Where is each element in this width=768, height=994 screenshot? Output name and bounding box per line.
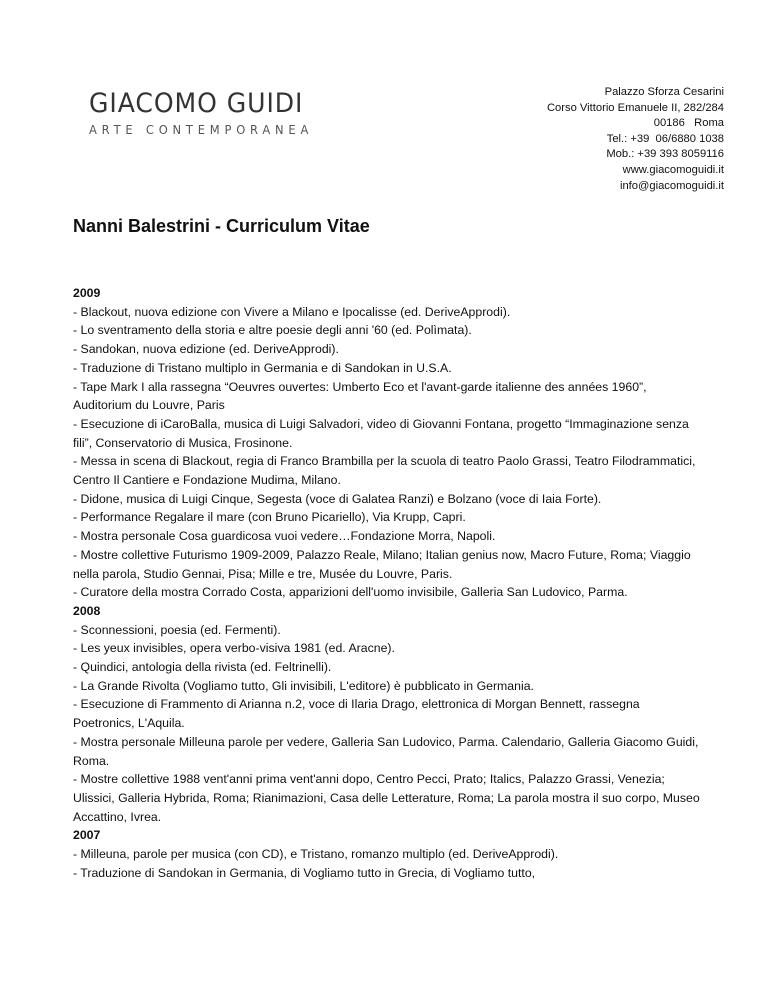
year-heading-2009: 2009 <box>73 286 101 300</box>
address-line: 00186 Roma <box>653 117 724 130</box>
cv-entry: - La Grande Rivolta (Vogliamo tutto, Gli invisibili, L'editore) è pubblicato in Germania. <box>73 678 534 693</box>
cv-entry: - Mostra personale Milleuna parole per vedere, Galleria San Ludovico, Parma. Calendario, Galleria Giacomo Guidi, Roma. <box>73 734 699 768</box>
year-heading-2008: 2008 <box>73 603 101 618</box>
phone-line: Tel.: +39 06/6880 1038 <box>606 132 724 145</box>
cv-entry: - Didone, musica di Luigi Cinque, Segesta (voce di Galatea Ranzi) e Bolzano (voce di Iaia Forte). <box>73 491 602 506</box>
cv-entry: - Curatore della mostra Corrado Costa, apparizioni dell'uomo invisibile, Galleria San Ludovico, Parma. <box>73 585 628 600</box>
cv-entry: - Traduzione di Sandokan in Germania, di Vogliamo tutto in Grecia, di Vogliamo tutto, <box>73 865 536 880</box>
address-block <box>547 85 724 194</box>
website-line: www.giacomoguidi.it <box>622 163 724 176</box>
cv-entry: - Mostre collettive 1988 vent'anni prima vent'anni dopo, Centro Pecci, Prato; Italics, Palazzo Grassi, Venezia; Ulissici, Galleria Hybrida, Roma; Rianimazioni, Casa delle Letterature, Roma; La parola mostra il suo corpo, Museo Accattino, Ivrea. <box>73 772 700 824</box>
address-line: Corso Vittorio Emanuele II, 282/284 <box>546 101 724 114</box>
address-line: Palazzo Sforza Cesarini <box>604 86 724 98</box>
cv-entry: - Performance Regalare il mare (con Bruno Picariello), Via Krupp, Capri. <box>73 510 466 525</box>
cv-entry: - Esecuzione di iCaroBalla, musica di Luigi Salvadori, video di Giovanni Fontana, progetto “Immaginazione senza fili”, Conservatorio di Musica, Frosinone. <box>73 416 689 450</box>
logo-name: GIACOMO GUIDI <box>89 88 304 119</box>
email-line: info@giacomoguidi.it <box>619 179 724 192</box>
mobile-line: Mob.: +39 393 8059116 <box>606 148 724 161</box>
cv-entry: - Milleuna, parole per musica (con CD), e Tristano, romanzo multiplo (ed. DeriveApprodi). <box>73 847 559 862</box>
cv-entry: - Quindici, antologia della rivista (ed. Feltrinelli). <box>73 660 332 675</box>
gallery-logo <box>89 90 333 137</box>
document-title: Nanni Balestrini - Curriculum Vitae <box>73 216 370 236</box>
cv-content <box>73 284 701 883</box>
cv-entry: - Tape Mark I alla rassegna “Oeuvres ouvertes: Umberto Eco et l'avant-garde italienne des années 1960”, Auditorium du Louvre, Paris <box>73 379 647 413</box>
cv-entry: - Blackout, nuova edizione con Vivere a Milano e Ipocalisse (ed. DeriveApprodi). <box>73 304 511 319</box>
cv-entry: - Sandokan, nuova edizione (ed. DeriveApprodi). <box>73 342 339 357</box>
cv-entry: - Mostra personale Cosa guardicosa vuoi vedere…Fondazione Morra, Napoli. <box>73 529 496 544</box>
cv-entry: - Esecuzione di Frammento di Arianna n.2, voce di Ilaria Drago, elettronica di Morgan Bennett, rassegna Poetronics, L'Aquila. <box>73 697 640 731</box>
cv-entry: - Messa in scena di Blackout, regia di Franco Brambilla per la scuola di teatro Paolo Grassi, Teatro Filodrammatici, Centro Il Cantiere e Fondazione Mudima, Milano. <box>73 454 696 488</box>
year-heading-2007: 2007 <box>73 828 101 843</box>
cv-entry: - Les yeux invisibles, opera verbo-visiva 1981 (ed. Aracne). <box>73 641 395 656</box>
cv-entry: - Traduzione di Tristano multiplo in Germania e di Sandokan in U.S.A. <box>73 360 452 375</box>
logo-subtitle: ARTE CONTEMPORANEA <box>89 122 314 137</box>
cv-entry: - Lo sventramento della storia e altre poesie degli anni '60 (ed. Polìmata). <box>73 323 472 338</box>
cv-entry: - Sconnessioni, poesia (ed. Fermenti). <box>73 622 281 637</box>
cv-entry: - Mostre collettive Futurismo 1909-2009, Palazzo Reale, Milano; Italian genius now, Macro Future, Roma; Viaggio nella parola, Studio Gennai, Pisa; Mille e tre, Musée du Louvre, Paris. <box>73 547 691 581</box>
